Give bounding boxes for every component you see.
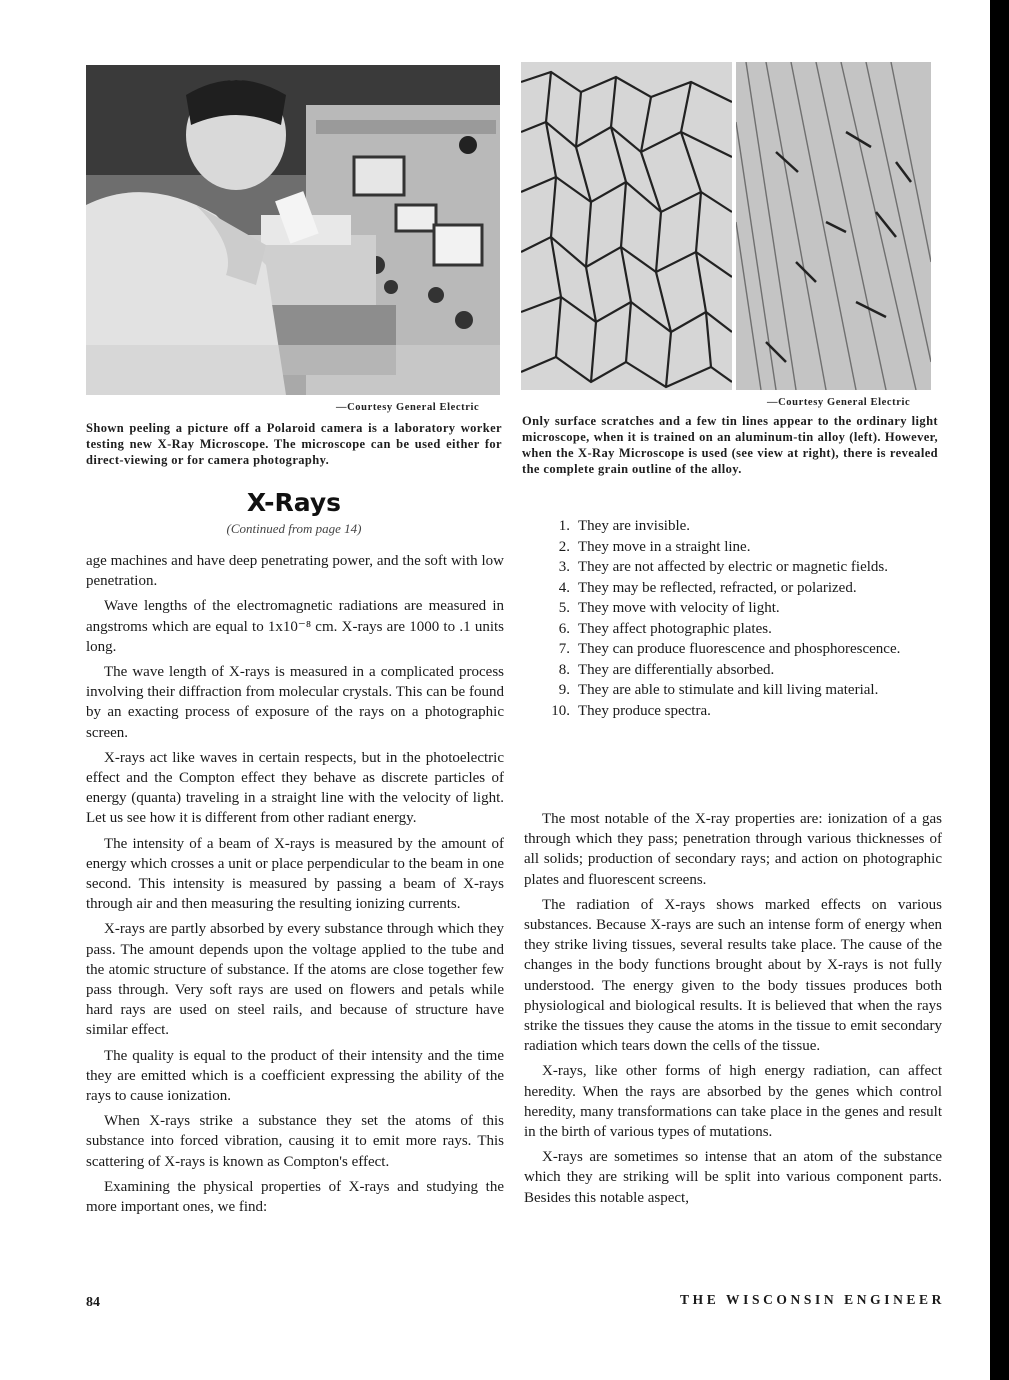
list-item: 8. They are differentially absorbed. [558, 661, 775, 678]
left-photo-caption: Shown peeling a picture off a Polaroid camera is a laboratory worker testing new X-Ray Microscope. The microscope can be used either for direct-viewing or for camera photography. [86, 421, 502, 467]
continued-note: (Continued from page 14) [226, 521, 362, 536]
article-paragraph: The intensity of a beam of X-rays is measured by the amount of energy which crosses a unit or place perpendicular to the beam in one second. This intensity is measured by passing a beam of X-rays through air and then measuring the resulting ionizing currents. [86, 835, 504, 913]
light-microscope-micrograph [521, 62, 732, 390]
xray-microscope-micrograph [736, 62, 931, 390]
list-item: 7. They can produce fluorescence and phosphorescence. [558, 641, 901, 657]
magazine-name: THE WISCONSIN ENGINEER [679, 1292, 945, 1307]
list-item: 5. They move with velocity of light. [558, 600, 780, 616]
right-photo-caption: Only surface scratches and a few tin lines appear to the ordinary light microscope, when it is trained on an aluminum-tin alloy (left). However, when the X-Ray Microscope is used (see view at right), there is revealed the complete grain outline of the alloy. [522, 414, 938, 476]
article-paragraph: Examining the physical properties of X-rays and studying the more important ones, we find: [86, 1178, 504, 1216]
article-paragraph: The most notable of the X-ray properties are: ionization of a gas through which they pass; penetration through various thicknesses of all solids; production of secondary rays; and action on photographic plates and fluorescent screens. [524, 811, 942, 888]
page-number: 84 [86, 1295, 100, 1310]
lab-worker-photo [86, 65, 500, 395]
scan-edge-bar [990, 0, 1009, 1380]
list-item: 3. They are not affected by electric or magnetic fields. [558, 559, 888, 575]
right-photo-credit: —Courtesy General Electric [767, 397, 911, 408]
article-title: X-Rays [246, 488, 342, 517]
left-photo-credit: —Courtesy General Electric [336, 402, 480, 413]
article-paragraph: age machines and have deep penetrating power, and the soft with low penetration. [86, 553, 504, 590]
article-paragraph: The quality is equal to the product of their intensity and the time they are emitted which is a coefficient expressing the ability of the rays to cause ionization. [86, 1047, 504, 1105]
article-paragraph: The wave length of X-rays is measured in a complicated process involving their diffraction from molecular crystals. This can be found by an exacting process of exposure of the rays on a photographic screen. [86, 664, 504, 741]
article-paragraph: X-rays act like waves in certain respects, but in the photoelectric effect and the Compton effect they behave as discrete particles of energy (quanta) traveling in a straight line with the velocity of light. Let us see how it is different from other radiant energy. [86, 749, 504, 827]
article-paragraph: X-rays, like other forms of high energy radiation, can affect heredity. When the rays are absorbed by the genes which control heredity, many transformations can take place in the genes and result in the birth of various types of mutations. [524, 1063, 942, 1141]
article-paragraph: X-rays are sometimes so intense that an atom of the substance which they are striking will be split into various component parts. Besides this notable aspect, [524, 1149, 942, 1206]
list-item: 10. They produce spectra. [551, 702, 711, 719]
article-paragraph: Wave lengths of the electromagnetic radiations are measured in angstroms which are equal to 1x10⁻⁸ cm. X-rays are 1000 to .1 units long. [86, 598, 504, 655]
right-column [524, 809, 942, 1213]
article-paragraph: The radiation of X-rays shows marked effects on various substances. Because X-rays are such an intense form of energy when they strike living tissues, several results take place. The cause of the changes in the body functions brought about by X-rays is not fully understood. The energy given to the body tissues produces both physiological and biological results. It is believed that when the rays strike the tissues they cause the atoms in the tissue to emit secondary radiation which tears down the cells of the tissue. [524, 896, 942, 1055]
left-column [86, 551, 504, 1222]
article-paragraph: X-rays are partly absorbed by every substance through which they pass. The amount depends upon the voltage applied to the tube and the atomic structure of substance. If the atoms are close together few pass through. Very soft rays are used on flowers and petals while hard rays are used on steel rails, and because of structure have similar effect. [86, 921, 504, 1039]
list-item: 1. They are invisible. [558, 518, 691, 534]
article-paragraph: When X-rays strike a substance they set the atoms of this substance into forced vibration, causing it to emit more rays. This scattering of X-rays is known as Compton's effect. [86, 1113, 504, 1170]
list-item: 2. They move in a straight line. [558, 538, 751, 555]
list-item: 6. They affect photographic plates. [558, 620, 772, 637]
properties-list [524, 516, 944, 721]
list-item: 9. They are able to stimulate and kill living material. [558, 682, 879, 698]
list-item: 4. They may be reflected, refracted, or polarized. [558, 579, 857, 596]
